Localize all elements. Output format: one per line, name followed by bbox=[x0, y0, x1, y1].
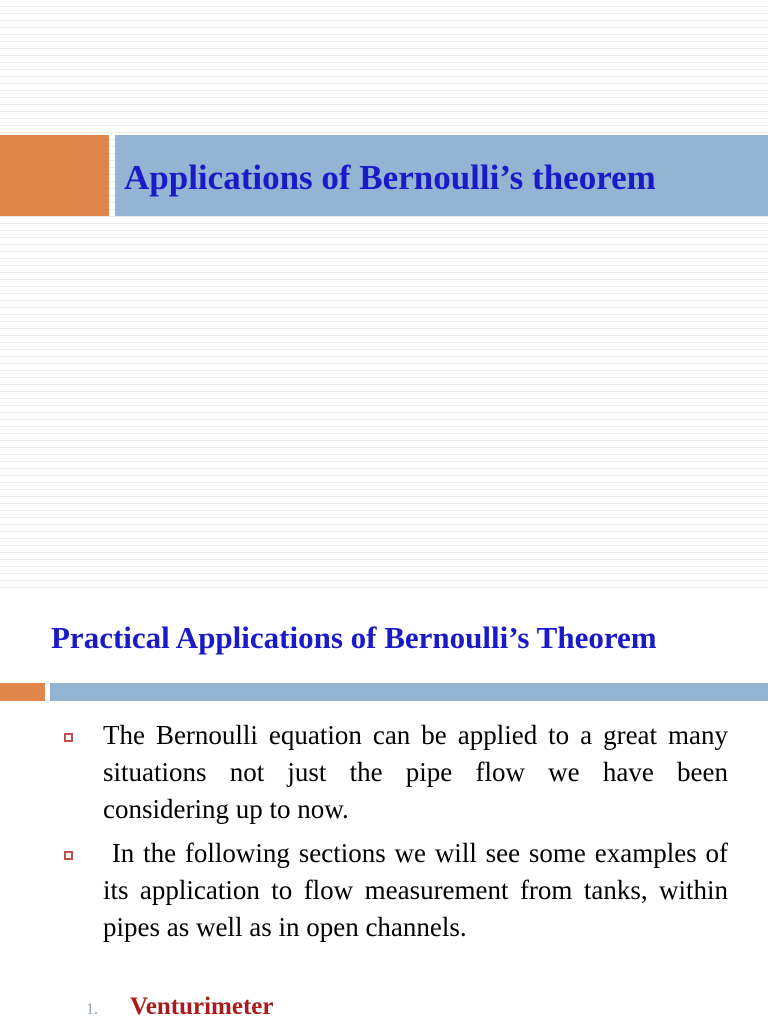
bullet-text-1: The Bernoulli equation can be applied to a great many situations not just the pipe flow we have been considering up to now. bbox=[103, 720, 728, 824]
hollow-square-bullet-icon bbox=[64, 851, 73, 860]
title-accent-block bbox=[0, 135, 109, 216]
hollow-square-bullet-icon bbox=[64, 733, 73, 742]
slide-title: Applications of Bernoulli’s theorem bbox=[124, 158, 656, 197]
numbered-item-label: Venturimeter bbox=[130, 993, 274, 1020]
heading-rule-accent bbox=[0, 683, 45, 701]
slide-content-section bbox=[0, 590, 768, 1024]
numbered-item-marker: 1. bbox=[86, 1001, 98, 1018]
content-heading: Practical Applications of Bernoulli’s Theorem bbox=[51, 620, 657, 655]
heading-rule-bar bbox=[50, 683, 768, 701]
bullet-text-2: In the following sections we will see some examples of its application to flow measurement from tanks, within pipes as well as in open channels. bbox=[103, 838, 735, 942]
